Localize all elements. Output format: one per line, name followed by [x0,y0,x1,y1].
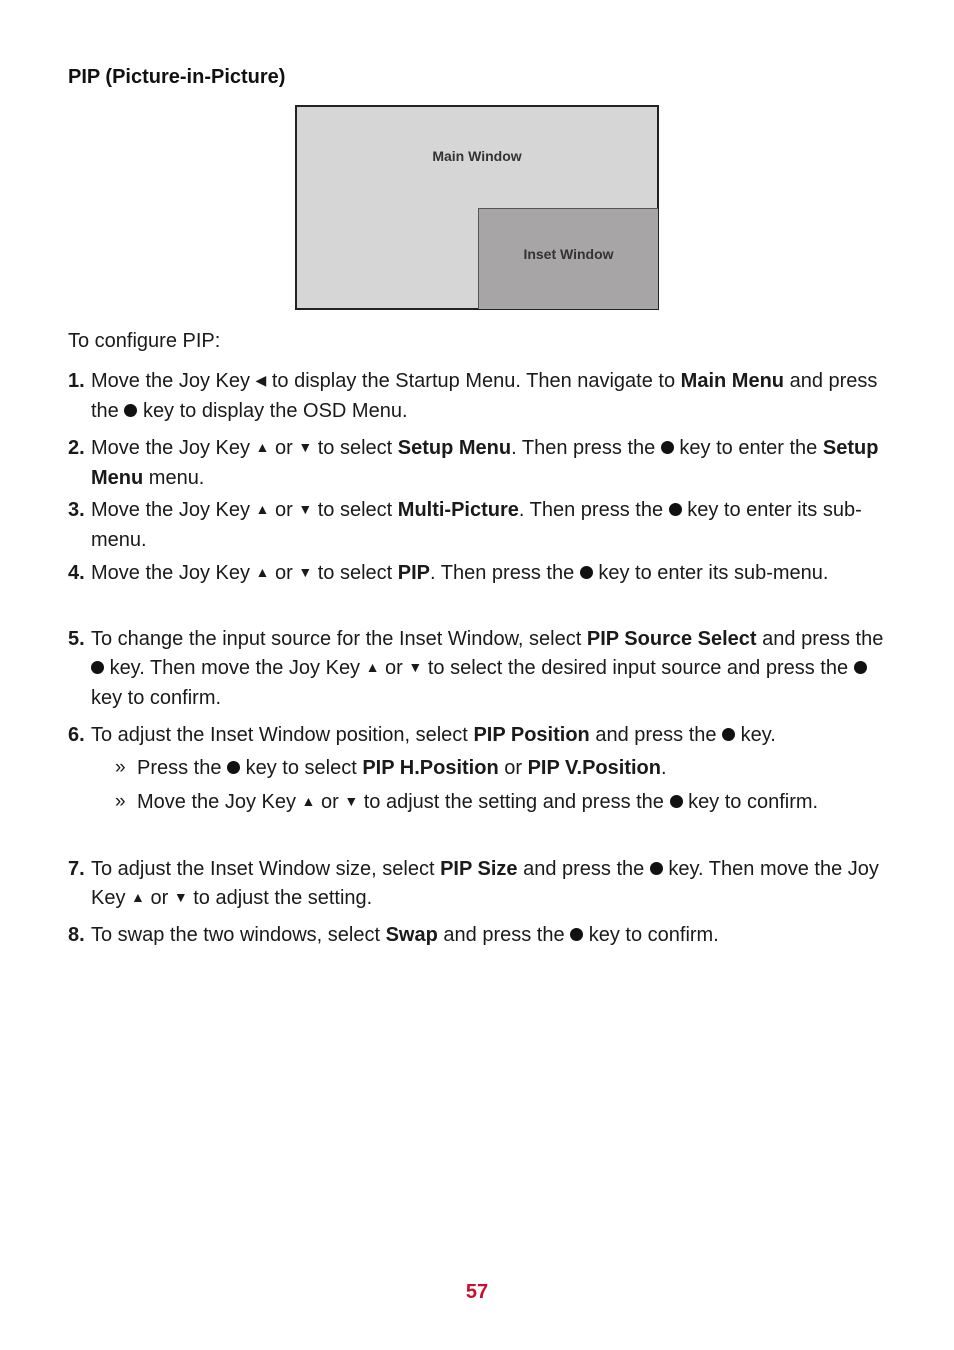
inset-window-label: Inset Window [523,246,614,262]
step-4: 4. Move the Joy Key ▲ or ▼ to select PIP. Then press the key to enter its sub-menu. [68,559,888,589]
center-button-icon [722,728,735,741]
step-number: 8. [68,924,85,946]
center-button-icon [670,795,683,808]
left-arrow-icon: ◀ [255,372,267,388]
substep-1: » Press the key to select PIP H.Position or PIP V.Position. [115,754,875,783]
center-button-icon [650,862,663,875]
center-button-icon [669,503,682,516]
down-arrow-icon: ▼ [298,501,313,517]
up-arrow-icon: ▲ [365,659,380,675]
down-arrow-icon: ▼ [173,889,188,905]
center-button-icon [91,661,104,674]
intro-text: To configure PIP: [68,330,221,352]
up-arrow-icon: ▲ [255,501,270,517]
main-window-label: Main Window [432,148,522,164]
step-5: 5. To change the input source for the Inset Window, select PIP Source Select and press the key. Then move the Joy Key ▲ or ▼ to select the desired input source and press the key to confirm. [68,625,888,713]
center-button-icon [580,566,593,579]
up-arrow-icon: ▲ [255,439,270,455]
up-arrow-icon: ▲ [301,793,316,809]
substep-2: » Move the Joy Key ▲ or ▼ to adjust the setting and press the key to confirm. [115,788,875,818]
center-button-icon [854,661,867,674]
step-7: 7. To adjust the Inset Window size, select PIP Size and press the key. Then move the Joy Key ▲ or ▼ to adjust the setting. [68,855,888,914]
up-arrow-icon: ▲ [255,564,270,580]
step-number: 6. [68,724,85,746]
down-arrow-icon: ▼ [344,793,359,809]
step-number: 4. [68,562,85,584]
page-number: 57 [465,1281,489,1303]
step-number: 3. [68,499,85,521]
down-arrow-icon: ▼ [298,439,313,455]
inset-window [478,208,658,309]
down-arrow-icon: ▼ [408,659,423,675]
step-number: 5. [68,628,85,650]
down-arrow-icon: ▼ [298,564,313,580]
pip-diagram [295,105,659,310]
step-number: 2. [68,437,85,459]
step-1: 1. Move the Joy Key ◀ to display the Startup Menu. Then navigate to Main Menu and press the key to display the OSD Menu. [68,367,888,426]
step-8: 8. To swap the two windows, select Swap and press the key to confirm. [68,921,888,950]
step-3: 3. Move the Joy Key ▲ or ▼ to select Multi-Picture. Then press the key to enter its sub-menu. [68,496,888,555]
center-button-icon [570,928,583,941]
center-button-icon [661,441,674,454]
step-number: 1. [68,370,85,392]
center-button-icon [124,404,137,417]
section-title: PIP (Picture-in-Picture) [68,66,286,88]
center-button-icon [227,761,240,774]
step-number: 7. [68,858,85,880]
step-6: 6. To adjust the Inset Window position, select PIP Position and press the key. [68,721,888,750]
bullet-chevron-icon: » [115,757,126,778]
step-2: 2. Move the Joy Key ▲ or ▼ to select Setup Menu. Then press the key to enter the Setup Menu menu. [68,434,888,493]
up-arrow-icon: ▲ [131,889,145,905]
bullet-chevron-icon: » [115,791,126,812]
